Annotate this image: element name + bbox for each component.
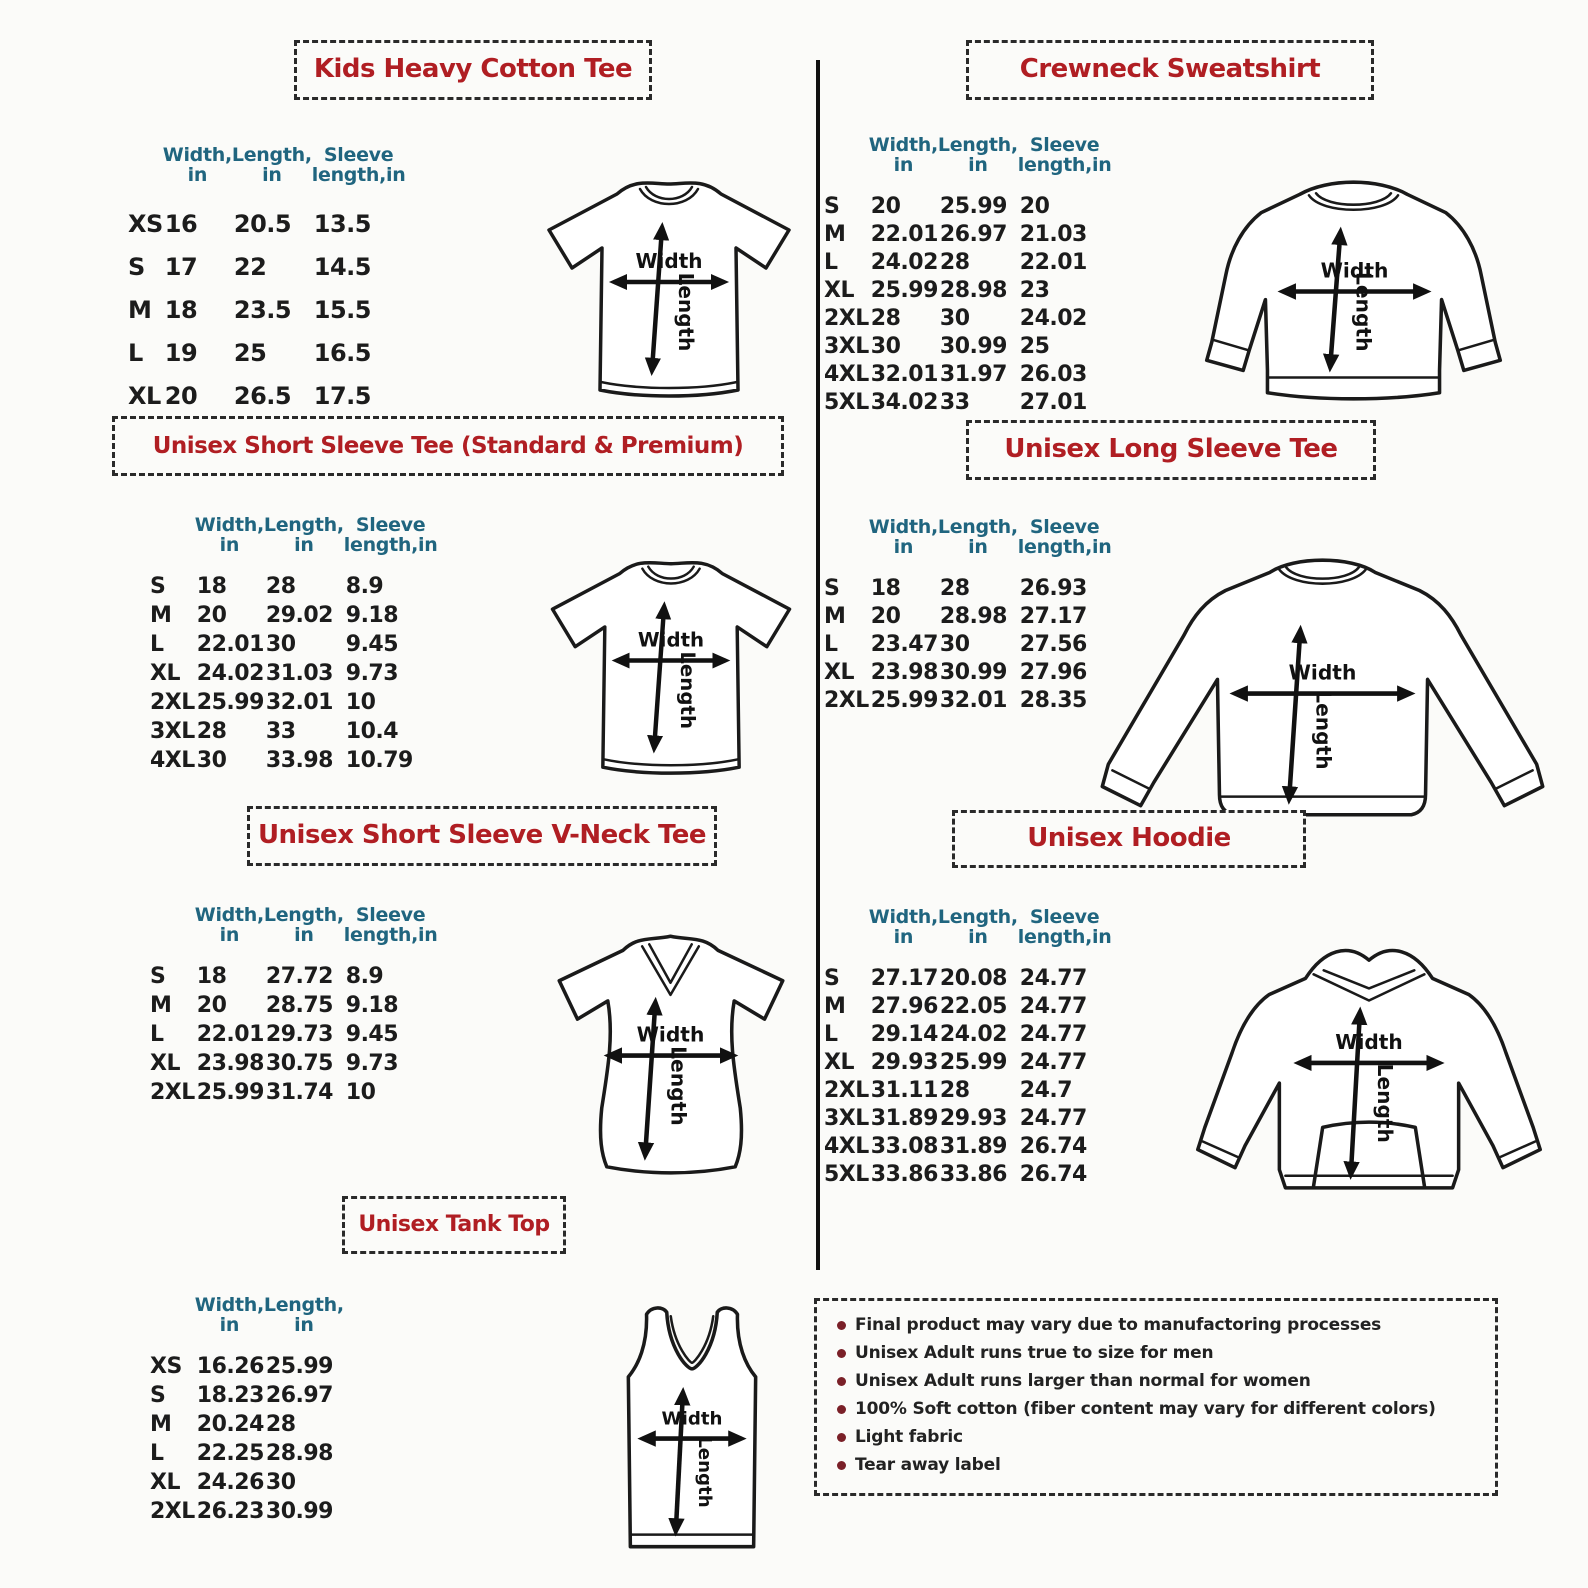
- measurement-value: 17: [164, 252, 198, 281]
- section-title-tank: Unisex Tank Top: [342, 1196, 566, 1254]
- measurement-value: 33.08: [870, 1133, 938, 1159]
- measurement-value: 18.23: [196, 1383, 264, 1408]
- table-row: [148, 1078, 437, 1107]
- measurement-value: 28: [265, 574, 296, 599]
- measurement-value: 30: [939, 305, 970, 331]
- column-header-length: Length, in: [937, 515, 1018, 559]
- column-header-length: Length, in: [231, 143, 312, 187]
- size-label: XS: [150, 1354, 182, 1379]
- measurement-value: 24.77: [1019, 993, 1087, 1019]
- column-header-width: Width, in: [162, 143, 232, 187]
- measurement-value: 27.56: [1019, 631, 1087, 657]
- measurement-value: 16.5: [313, 338, 371, 367]
- size-table-crewneck: [822, 100, 1111, 416]
- measurement-value: 18: [164, 295, 198, 324]
- size-label: S: [824, 575, 840, 601]
- size-label: 2XL: [150, 1499, 195, 1524]
- measurement-value: 20: [870, 603, 901, 629]
- column-header-length: Length, in: [263, 1293, 344, 1337]
- column-header-sleeve: Sleeve length,in: [1017, 133, 1112, 177]
- measurement-value: 20.08: [939, 965, 1007, 991]
- table-row: [148, 688, 437, 717]
- measurement-value: 28.98: [265, 1441, 333, 1466]
- measurement-value: 8.9: [345, 964, 384, 989]
- measurement-value: 26.97: [939, 221, 1007, 247]
- table-row: [822, 630, 1111, 658]
- section-title-long-sleeve: Unisex Long Sleeve Tee: [966, 420, 1376, 480]
- size-label: 4XL: [824, 1133, 869, 1159]
- short-sleeve-tee-illustration: [542, 542, 800, 784]
- width-label: Width: [635, 249, 703, 273]
- measurement-value: 28.35: [1019, 687, 1087, 713]
- measurement-value: 25.99: [265, 1354, 333, 1379]
- measurement-value: 26.03: [1019, 361, 1087, 387]
- size-label: 5XL: [824, 1161, 869, 1187]
- size-table-vneck: [148, 866, 437, 1107]
- crewneck-illustration: [1186, 168, 1521, 416]
- measurement-value: 25.99: [870, 277, 938, 303]
- size-label: 5XL: [824, 389, 869, 415]
- table-row: [148, 601, 437, 630]
- table-row: [148, 991, 437, 1020]
- measurement-value: 24.26: [196, 1470, 264, 1495]
- vneck-tee-illustration: [542, 916, 800, 1184]
- table-row: [822, 964, 1111, 992]
- table-row: [822, 1048, 1111, 1076]
- measurement-value: 26.74: [1019, 1133, 1087, 1159]
- measurement-value: 20.24: [196, 1412, 264, 1437]
- table-row: [822, 388, 1111, 416]
- measurement-value: 24.77: [1019, 965, 1087, 991]
- measurement-value: 16: [164, 209, 198, 238]
- measurement-value: 32.01: [265, 690, 333, 715]
- measurement-value: 28: [196, 719, 227, 744]
- measurement-value: 24.77: [1019, 1021, 1087, 1047]
- table-row: [148, 1468, 344, 1497]
- size-label: M: [824, 221, 846, 247]
- size-label: 2XL: [824, 1077, 869, 1103]
- size-label: 2XL: [150, 690, 195, 715]
- table-row: [148, 659, 437, 688]
- measurement-value: 29.93: [870, 1049, 938, 1075]
- size-label: 2XL: [824, 305, 869, 331]
- table-row: [822, 332, 1111, 360]
- column-header-sleeve: Sleeve length,in: [1017, 905, 1112, 949]
- product-notes-box: [814, 1298, 1498, 1496]
- size-label: L: [824, 249, 838, 275]
- size-label: M: [128, 295, 152, 324]
- column-header-sleeve: Sleeve length,in: [343, 903, 438, 947]
- table-row: [148, 1439, 344, 1468]
- measurement-value: 32.01: [939, 687, 1007, 713]
- size-label: S: [824, 965, 840, 991]
- measurement-value: 29.93: [939, 1105, 1007, 1131]
- measurement-value: 24.02: [870, 249, 938, 275]
- size-label: XL: [824, 1049, 854, 1075]
- size-table-long-sleeve: [822, 482, 1111, 714]
- measurement-value: 33.98: [265, 748, 333, 773]
- size-label: S: [150, 1383, 166, 1408]
- measurement-value: 30.99: [265, 1499, 333, 1524]
- size-label: 2XL: [150, 1080, 195, 1105]
- size-label: XS: [128, 209, 163, 238]
- measurement-value: 23.98: [196, 1051, 264, 1076]
- size-label: M: [150, 993, 172, 1018]
- size-label: 2XL: [824, 687, 869, 713]
- measurement-value: 9.73: [345, 661, 399, 686]
- long-sleeve-illustration: [1080, 540, 1565, 838]
- table-row: [822, 574, 1111, 602]
- table-row: [148, 630, 437, 659]
- measurement-value: 9.18: [345, 993, 399, 1018]
- column-header-sleeve: Sleeve length,in: [311, 143, 406, 187]
- kids-tee-illustration: [538, 162, 800, 407]
- measurement-value: 25.99: [196, 690, 264, 715]
- measurement-value: 20: [870, 193, 901, 219]
- measurement-value: 27.17: [1019, 603, 1087, 629]
- size-label: XL: [824, 277, 854, 303]
- size-table-short-sleeve: [148, 476, 437, 775]
- measurement-value: 13.5: [313, 209, 371, 238]
- measurement-value: 32.01: [870, 361, 938, 387]
- table-row: [148, 746, 437, 775]
- measurement-value: 31.03: [265, 661, 333, 686]
- table-row: [822, 276, 1111, 304]
- size-label: 3XL: [824, 333, 869, 359]
- measurement-value: 27.72: [265, 964, 333, 989]
- length-label: Length: [1373, 1063, 1398, 1143]
- column-divider: [816, 60, 820, 1270]
- measurement-value: 26.5: [233, 381, 292, 410]
- column-header-length: Length, in: [937, 133, 1018, 177]
- length-label: Length: [1311, 690, 1336, 770]
- size-label: M: [150, 603, 172, 628]
- measurement-value: 10: [345, 690, 376, 715]
- size-label: XL: [150, 661, 180, 686]
- note-item: Unisex Adult runs true to size for men: [833, 1343, 1477, 1364]
- measurement-value: 33.86: [870, 1161, 938, 1187]
- section-title-kids-tee: Kids Heavy Cotton Tee: [294, 40, 652, 100]
- column-header-size: [822, 100, 869, 192]
- measurement-value: 30: [196, 748, 227, 773]
- table-row: [822, 192, 1111, 220]
- hoodie-illustration: [1172, 930, 1566, 1212]
- note-item: Final product may vary due to manufactoring processes: [833, 1315, 1477, 1336]
- length-label: Length: [1351, 271, 1376, 352]
- measurement-value: 31.11: [870, 1077, 938, 1103]
- measurement-value: 33.86: [939, 1161, 1007, 1187]
- measurement-value: 25: [233, 338, 267, 367]
- width-label: Width: [1335, 1029, 1403, 1054]
- table-row: [148, 1020, 437, 1049]
- measurement-value: 26.74: [1019, 1161, 1087, 1187]
- measurement-value: 23: [1019, 277, 1050, 303]
- measurement-value: 27.01: [1019, 389, 1087, 415]
- table-row: [148, 572, 437, 601]
- note-item: 100% Soft cotton (fiber content may vary for different colors): [833, 1399, 1477, 1420]
- tee-outline: [552, 563, 789, 773]
- column-header-size: [126, 100, 163, 202]
- table-row: [822, 1160, 1111, 1188]
- width-label: Width: [661, 1408, 723, 1430]
- column-header-size: [148, 1256, 195, 1352]
- measurement-value: 25.99: [870, 687, 938, 713]
- measurement-value: 22.01: [1019, 249, 1087, 275]
- width-label: Width: [636, 1022, 705, 1047]
- measurement-value: 25: [1019, 333, 1050, 359]
- column-header-sleeve: Sleeve length,in: [343, 513, 438, 557]
- note-item: Light fabric: [833, 1427, 1477, 1448]
- measurement-value: 23.47: [870, 631, 938, 657]
- measurement-value: 25.99: [939, 193, 1007, 219]
- measurement-value: 33: [265, 719, 296, 744]
- size-label: M: [150, 1412, 172, 1437]
- column-header-length: Length, in: [263, 903, 344, 947]
- column-header-width: Width, in: [194, 1293, 264, 1337]
- product-notes-list: [833, 1315, 1477, 1476]
- size-label: 3XL: [824, 1105, 869, 1131]
- measurement-value: 29.14: [870, 1021, 938, 1047]
- measurement-value: 22.01: [870, 221, 938, 247]
- table-row: [822, 1132, 1111, 1160]
- size-label: M: [824, 993, 846, 1019]
- measurement-value: 31.97: [939, 361, 1007, 387]
- measurement-value: 20: [196, 603, 227, 628]
- measurement-value: 20: [164, 381, 198, 410]
- column-header-width: Width, in: [194, 903, 264, 947]
- measurement-value: 29.73: [265, 1022, 333, 1047]
- measurement-value: 27.96: [1019, 659, 1087, 685]
- table-row: [148, 962, 437, 991]
- table-row: [822, 992, 1111, 1020]
- measurement-value: 20.5: [233, 209, 292, 238]
- size-label: L: [128, 338, 143, 367]
- column-header-width: Width, in: [194, 513, 264, 557]
- measurement-value: 30.75: [265, 1051, 333, 1076]
- measurement-value: 9.73: [345, 1051, 399, 1076]
- measurement-value: 30: [870, 333, 901, 359]
- note-item: Tear away label: [833, 1455, 1477, 1476]
- table-row: [148, 1497, 344, 1526]
- measurement-value: 26.23: [196, 1499, 264, 1524]
- measurement-value: 28: [870, 305, 901, 331]
- measurement-value: 26.97: [265, 1383, 333, 1408]
- measurement-value: 28: [939, 1077, 970, 1103]
- size-label: S: [150, 964, 166, 989]
- size-table-kids-tee: [126, 100, 405, 417]
- size-label: S: [150, 574, 166, 599]
- table-row: [822, 248, 1111, 276]
- measurement-value: 9.18: [345, 603, 399, 628]
- measurement-value: 16.26: [196, 1354, 264, 1379]
- measurement-value: 18: [196, 964, 227, 989]
- measurement-value: 30: [939, 631, 970, 657]
- length-label: Length: [694, 1436, 716, 1508]
- size-label: L: [824, 631, 838, 657]
- size-label: XL: [150, 1051, 180, 1076]
- measurement-value: 24.77: [1019, 1049, 1087, 1075]
- column-header-size: [148, 476, 195, 572]
- measurement-value: 22.05: [939, 993, 1007, 1019]
- table-row: [822, 602, 1111, 630]
- measurement-value: 18: [196, 574, 227, 599]
- column-header-length: Length, in: [263, 513, 344, 557]
- size-label: 4XL: [824, 361, 869, 387]
- measurement-value: 9.45: [345, 632, 399, 657]
- length-label: Length: [674, 272, 698, 352]
- measurement-value: 24.77: [1019, 1105, 1087, 1131]
- measurement-value: 9.45: [345, 1022, 399, 1047]
- measurement-value: 24.02: [196, 661, 264, 686]
- measurement-value: 10: [345, 1080, 376, 1105]
- measurement-value: 27.96: [870, 993, 938, 1019]
- column-header-width: Width, in: [868, 515, 938, 559]
- section-title-short-sleeve: Unisex Short Sleeve Tee (Standard & Premium): [112, 416, 784, 476]
- table-row: [148, 717, 437, 746]
- measurement-value: 28.75: [265, 993, 333, 1018]
- column-header-size: [822, 482, 869, 574]
- column-header-length: Length, in: [937, 905, 1018, 949]
- table-row: [822, 304, 1111, 332]
- measurement-value: 25.99: [939, 1049, 1007, 1075]
- measurement-value: 30: [265, 632, 296, 657]
- table-row: [126, 331, 405, 374]
- tee-outline: [549, 183, 789, 396]
- measurement-value: 25.99: [196, 1080, 264, 1105]
- size-label: L: [824, 1021, 838, 1047]
- measurement-value: 28.98: [939, 277, 1007, 303]
- measurement-value: 31.89: [939, 1133, 1007, 1159]
- column-header-width: Width, in: [868, 133, 938, 177]
- table-row: [822, 686, 1111, 714]
- section-title-vneck: Unisex Short Sleeve V-Neck Tee: [247, 806, 717, 866]
- measurement-value: 22.25: [196, 1441, 264, 1466]
- table-row: [822, 220, 1111, 248]
- measurement-value: 10.79: [345, 748, 413, 773]
- tank-top-illustration: [596, 1292, 788, 1570]
- length-label: Length: [666, 1046, 691, 1126]
- table-row: [148, 1410, 344, 1439]
- measurement-value: 30: [265, 1470, 296, 1495]
- measurement-value: 30.99: [939, 333, 1007, 359]
- width-label: Width: [1288, 660, 1357, 685]
- measurement-value: 18: [870, 575, 901, 601]
- measurement-value: 34.02: [870, 389, 938, 415]
- measurement-value: 10.4: [345, 719, 399, 744]
- table-row: [148, 1381, 344, 1410]
- table-row: [822, 1020, 1111, 1048]
- measurement-value: 22.01: [196, 632, 264, 657]
- section-title-crewneck: Crewneck Sweatshirt: [966, 40, 1374, 100]
- measurement-value: 20: [1019, 193, 1050, 219]
- table-row: [126, 288, 405, 331]
- measurement-value: 33: [939, 389, 970, 415]
- column-header-size: [822, 872, 869, 964]
- size-label: S: [824, 193, 840, 219]
- table-row: [148, 1049, 437, 1078]
- column-header-size: [148, 866, 195, 962]
- measurement-value: 24.02: [939, 1021, 1007, 1047]
- table-row: [822, 658, 1111, 686]
- table-row: [126, 202, 405, 245]
- table-row: [822, 360, 1111, 388]
- measurement-value: 15.5: [313, 295, 371, 324]
- measurement-value: 31.89: [870, 1105, 938, 1131]
- note-item: Unisex Adult runs larger than normal for women: [833, 1371, 1477, 1392]
- measurement-value: 24.7: [1019, 1077, 1073, 1103]
- table-row: [126, 374, 405, 417]
- measurement-value: 26.93: [1019, 575, 1087, 601]
- size-label: L: [150, 632, 164, 657]
- measurement-value: 23.98: [870, 659, 938, 685]
- size-label: XL: [150, 1470, 180, 1495]
- size-label: M: [824, 603, 846, 629]
- measurement-value: 22: [233, 252, 267, 281]
- size-table-tank: [148, 1256, 344, 1526]
- size-label: L: [150, 1441, 164, 1466]
- measurement-value: 27.17: [870, 965, 938, 991]
- measurement-value: 20: [196, 993, 227, 1018]
- width-label: Width: [1320, 258, 1389, 283]
- table-row: [148, 1352, 344, 1381]
- measurement-value: 24.02: [1019, 305, 1087, 331]
- measurement-value: 28: [939, 575, 970, 601]
- size-table-hoodie: [822, 872, 1111, 1188]
- width-label: Width: [637, 628, 705, 652]
- length-label: Length: [675, 651, 699, 730]
- measurement-value: 21.03: [1019, 221, 1087, 247]
- measurement-value: 14.5: [313, 252, 371, 281]
- measurement-value: 17.5: [313, 381, 371, 410]
- measurement-value: 28: [265, 1412, 296, 1437]
- size-label: 4XL: [150, 748, 195, 773]
- measurement-value: 28: [939, 249, 970, 275]
- section-title-hoodie: Unisex Hoodie: [952, 810, 1306, 868]
- size-label: XL: [128, 381, 161, 410]
- measurement-value: 23.5: [233, 295, 292, 324]
- size-label: 3XL: [150, 719, 195, 744]
- table-row: [126, 245, 405, 288]
- table-row: [822, 1076, 1111, 1104]
- column-header-sleeve: Sleeve length,in: [1017, 515, 1112, 559]
- measurement-value: 22.01: [196, 1022, 264, 1047]
- column-header-width: Width, in: [868, 905, 938, 949]
- table-row: [822, 1104, 1111, 1132]
- size-label: L: [150, 1022, 164, 1047]
- measurement-value: 19: [164, 338, 198, 367]
- long-sleeve-outline: [1102, 560, 1542, 815]
- size-label: S: [128, 252, 145, 281]
- measurement-value: 29.02: [265, 603, 333, 628]
- measurement-value: 31.74: [265, 1080, 333, 1105]
- measurement-value: 8.9: [345, 574, 384, 599]
- measurement-value: 30.99: [939, 659, 1007, 685]
- measurement-value: 28.98: [939, 603, 1007, 629]
- size-label: XL: [824, 659, 854, 685]
